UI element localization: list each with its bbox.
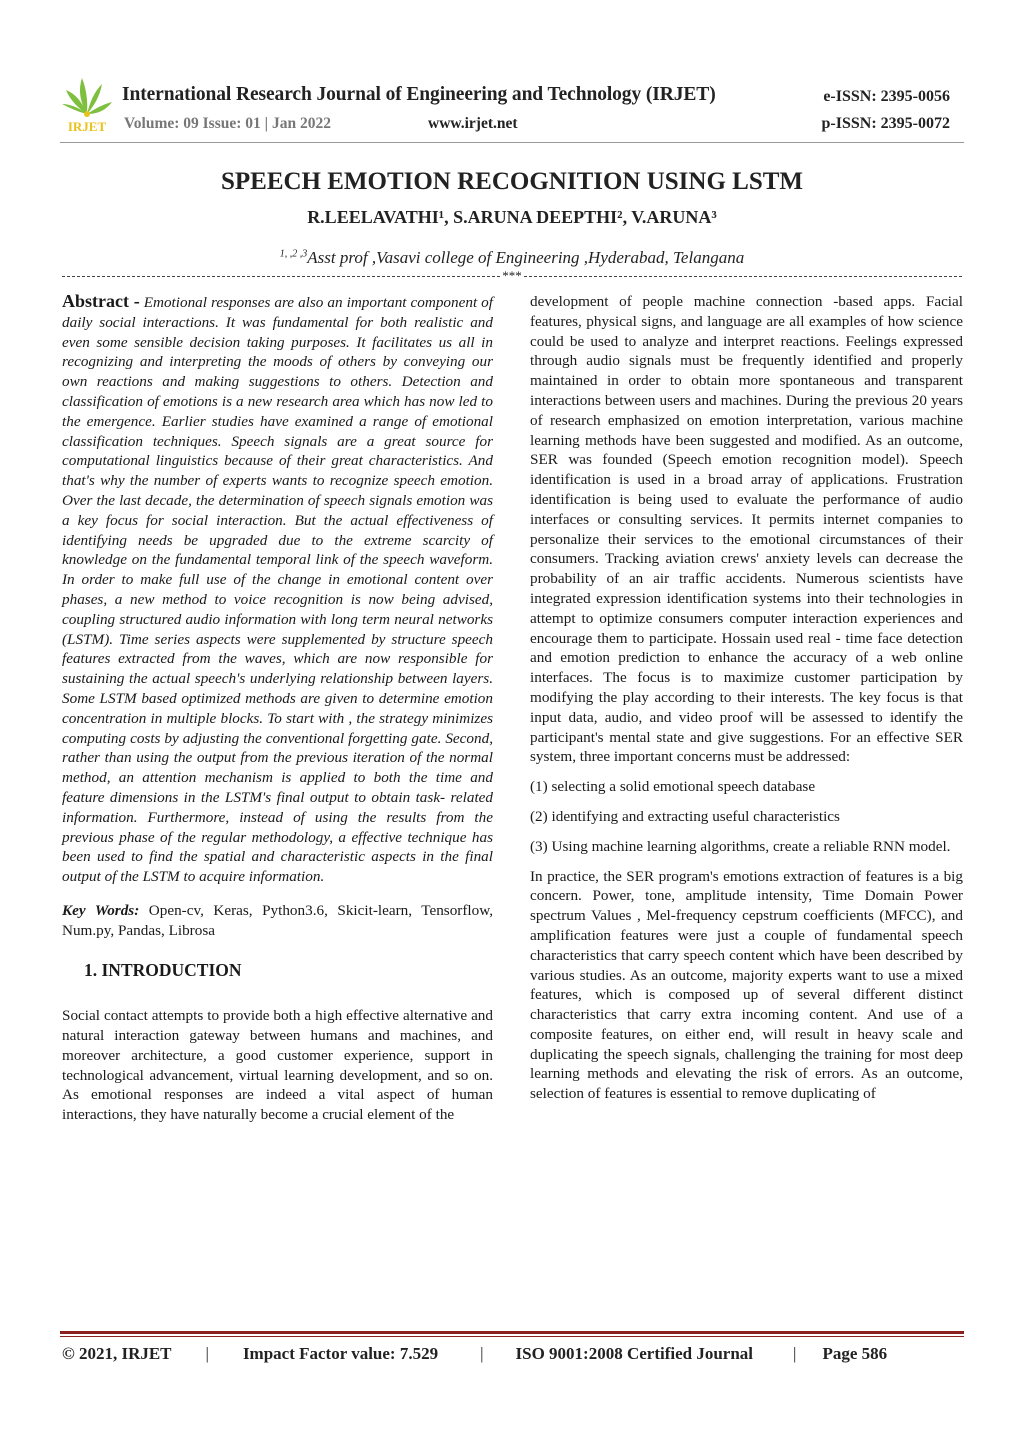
logo-leaves xyxy=(62,78,112,114)
affiliation-superscript: 1, ,2 ,3 xyxy=(279,248,308,260)
paper-title: SPEECH EMOTION RECOGNITION USING LSTM xyxy=(220,168,804,195)
p-issn: p-ISSN: 2395-0072 xyxy=(821,115,950,132)
journal-name: International Research Journal of Engineering and Technology (IRJET) xyxy=(122,84,716,105)
footer-page-number: Page 586 xyxy=(822,1344,888,1363)
body-paragraph-1: development of people machine connection -based apps. Facial features, physical signs, and language are all examples of how science could be used to analyze and interpret reactions. Feelings expressed through audio signals must be frequently identified and properly maintained in order to obtain more spontaneous and transparent interactions between users and machines. During the previous 20 years of research emphasized on emotion interpretation, various machine learning methods have been suggested and modified. As an outcome, SER was founded (Speech emotion recognition model). Speech identification is used in a broad array of applications. Frustration identification is being used to evaluate the performance of audio interfaces or consulting services. It permits internet companies to personalize their services to the emotional circumstances of their consumers. Tracking aviation crews' anxiety levels can decrease the probability of an air traffic accidents. Numerous scientists have integrated expression identification systems into their technologies in attempt to optimize consumers computer interaction experiences and encourage them to participate. Hossain used real - time face detection and emotion prediction to enhance the accuracy of a web online interfaces. The focus is to maximize customer participation by modifying the play according to their interests. The key focus is that input data, audio, and video proof will be assessed to identify the participant's mental state and give suggestions. For an effective SER system, three important concerns must be addressed: xyxy=(530,293,963,766)
list-item-2: (2) identifying and extracting useful characteristics xyxy=(530,807,840,825)
page-footer xyxy=(62,1344,962,1364)
paper-authors: R.LEELAVATHI¹, S.ARUNA DEEPTHI², V.ARUNA³ xyxy=(307,207,717,227)
separator-dash-left xyxy=(62,276,500,277)
section-heading-introduction: 1. INTRODUCTION xyxy=(84,959,242,980)
keywords-label: Key Words xyxy=(62,901,135,919)
affiliation xyxy=(0,248,1024,268)
footer-separator: | xyxy=(480,1344,484,1363)
footer-rule-thin xyxy=(60,1336,964,1337)
title-separator xyxy=(62,268,962,283)
abstract xyxy=(62,292,493,887)
footer-copyright: © 2021, IRJET xyxy=(62,1344,172,1363)
abstract-heading: Abstract - xyxy=(62,291,140,311)
abstract-text: Emotional responses are also an important component of daily social interactions. It was fundamental for both realistic and even some sensible decision taking purposes. It facilitates us all in recognizing and interpreting the moods of others by conveying our own reactions and making suggestions to others. Detection and classification of emotions is a new research area which has now led to the emergence. Earlier studies have examined a range of emotional classification techniques. Speech signals are a great source for computational linguistics because of their great characteristics. And that's why the number of experts wants to recognize speech emotion. Over the last decade, the determination of speech signals emotion was a key focus for social interaction. But the actual effectiveness of identifying needs be upgraded due to the extreme scarcity of knowledge on the fundamental temporal link of the speech waveform. In order to make full use of the change in emotional content over phases, a new method to voice recognition is now being advised, coupling structured audio information with long term neural networks (LSTM). Time series aspects were supplemented by structure speech features extracted from the waves, which are now responsible for sustaining the actual speech's underlying relationship between layers. Some LSTM based optimized methods are given to determine emotion concentration in multiple blocks. To start with , the strategy minimizes computing costs by adjusting the conventional forgetting gate. Second, rather than using the output from the previous iteration of the normal method, an attention mechanism is applied to both the time and feature dimensions in the LSTM's final output to obtain task- related information. Furthermore, instead of using the results from the previous phase of the regular methodology, a effective technique has been used to find the spatial and characteristic aspects in the final output of the LSTM to acquire information. xyxy=(62,294,493,886)
keywords-text: Open-cv, Keras, Python3.6, Skicit-learn, Tensorflow, Num.py, Pandas, Librosa xyxy=(62,901,493,939)
irjet-logo-icon xyxy=(60,74,114,134)
list-item-3: (3) Using machine learning algorithms, create a reliable RNN model. xyxy=(530,837,951,855)
separator-stars: *** xyxy=(502,268,522,283)
separator-dash-right xyxy=(524,276,962,277)
affiliation-text: Asst prof ,Vasavi college of Engineering ,Hyderabad, Telangana xyxy=(307,248,745,267)
e-issn: e-ISSN: 2395-0056 xyxy=(823,88,950,105)
list-item-1: (1) selecting a solid emotional speech database xyxy=(530,778,816,796)
volume-issue: Volume: 09 Issue: 01 | Jan 2022 xyxy=(124,115,331,132)
footer-separator: | xyxy=(205,1344,209,1363)
journal-url[interactable]: www.irjet.net xyxy=(428,115,518,132)
logo-text: IRJET xyxy=(67,119,107,134)
footer-iso: ISO 9001:2008 Certified Journal xyxy=(515,1344,754,1363)
footer-separator: | xyxy=(793,1344,797,1363)
header-divider xyxy=(60,142,964,143)
left-column xyxy=(62,292,493,1125)
footer-impact-factor: Impact Factor value: 7.529 xyxy=(242,1344,439,1363)
footer-rule-thick xyxy=(60,1331,964,1334)
right-column xyxy=(530,292,963,1104)
keywords: Key Words: Open-cv, Keras, Python3.6, Skicit-learn, Tensorflow, Num.py, Pandas, Librosa xyxy=(62,901,493,939)
body-paragraph-2: In practice, the SER program's emotions extraction of features is a big concern. Power, tone, amplitude intensity, Time Domain Power spectrum Values , Mel-frequency cepstrum coefficients (MFCC), and amplification features were just a couple of fundamental speech characteristics that carry speech content which have been described by various studies. As an outcome, majority experts want to use a mixed features, which is composed up of several different distinct characteristics that carry extra incoming content. And use of a composite features, on either end, will result in heavy scale and duplicating the speech signals, challenging the training for most deep learning methods and elevating the risk of errors. As an outcome, selection of features is essential to remove duplicating of xyxy=(530,867,963,1103)
intro-paragraph: Social contact attempts to provide both a high effective alternative and natural interaction gateway between humans and machines, and moreover architecture, a good customer experience, support in technological advancement, virtual learning development, and so on. As emotional responses are indeed a vital aspect of human interactions, they have naturally become a crucial element of the xyxy=(62,1007,493,1124)
